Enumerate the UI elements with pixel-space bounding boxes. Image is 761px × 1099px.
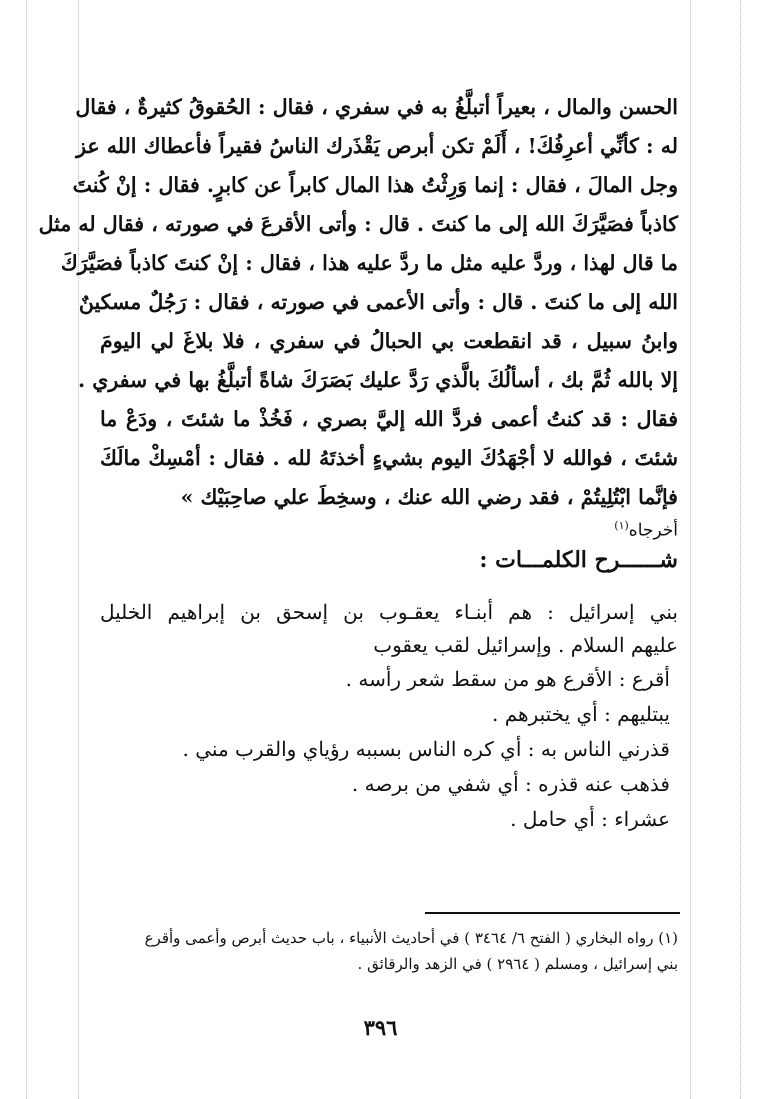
glossary-list — [100, 662, 678, 837]
glossary-heading: شــــــرح الكلمـــات : — [479, 546, 678, 573]
glossary-item: فذهب عنه قذره : أي شفي من برصه . — [351, 771, 670, 796]
glossary-item: عشراء : أي حامل . — [510, 806, 670, 831]
footnote-line: (١) رواه البخاري ( الفتح ٦/ ٣٤٦٤ ) في أحاديث الأنبياء ، باب حديث أبرص وأعمى وأقرع — [144, 929, 678, 947]
dotted-guide-left — [26, 0, 27, 1099]
page-number: ٣٩٦ — [363, 1015, 398, 1040]
glossary-intro — [100, 596, 678, 662]
glossary-item: يبتليهم : أي يختبرهم . — [492, 701, 670, 726]
glossary-item: قذرني الناس به : أي كره الناس بسببه رؤياي والقرب مني . — [182, 736, 670, 761]
footnote-marker: (١) — [614, 519, 629, 532]
footnote-divider — [425, 912, 680, 914]
page-body — [38, 88, 678, 837]
hadith-line: له : كأنِّي أعرِفُكَ! ، أَلَمْ تكن أبرص يَقْذَرك الناسُ فقيراً فأعطاك الله عز — [76, 134, 678, 158]
footnote-line: بني إسرائيل ، ومسلم ( ٢٩٦٤ ) في الزهد والرقائق . — [357, 955, 678, 973]
hadith-line: وجل المالَ ، فقال : إنما وَرِثْتُ هذا المال كابراً عن كابرٍ. فقال : إنْ كُنتَ — [72, 173, 678, 197]
hadith-line: ما قال لهذا ، وردَّ عليه مثل ما ردَّ عليه هذا ، فقال : إنْ كنتَ كاذباً فصَيَّرَكَ — [60, 251, 678, 275]
dotted-guide-right — [740, 0, 741, 1099]
dotted-guide-right-inner — [690, 0, 691, 1099]
hadith-line: شئتَ ، فوالله لا أجْهَدُكَ اليوم بشيءٍ أخذتَهُ لله . فقال : أمْسِكْ مالَكَ — [100, 446, 678, 470]
hadith-line: الحسن والمال ، بعيراً أتبلَّغُ به في سفري ، فقال : الحُقوقُ كثيرةٌ ، فقال — [75, 95, 678, 119]
source-reference — [100, 515, 678, 542]
footnote — [100, 925, 678, 977]
hadith-line: فإنَّما ابْتُلِيتُمْ ، فقد رضي الله عنك ، وسخِطَ علي صاحِبَيْك » — [180, 485, 678, 509]
glossary-item: أقرع : الأقرع هو من سقط شعر رأسه . — [345, 666, 670, 691]
hadith-line: إلا بالله ثُمَّ بك ، أسألُكَ بالَّذي رَدَّ عليك بَصَرَكَ شاةً أتبلَّغُ بها في سفري . — [78, 368, 678, 392]
glossary-intro-line: بني إسرائيل : هم أبنـاء يعقـوب بن إسحق بن إبراهيم الخليل — [100, 599, 678, 624]
hadith-line: كاذباً فصَيَّرَكَ الله إلى ما كنتَ . قال : وأتى الأقرعَ في صورته ، فقال له مثل — [38, 212, 678, 236]
source-text: أخرجاه — [628, 520, 678, 541]
hadith-text — [38, 88, 678, 517]
hadith-line: وابنُ سبيل ، قد انقطعت بي الحبالُ في سفري ، فلا بلاغَ لي اليومَ — [100, 329, 678, 353]
glossary-intro-line: عليهم السلام . وإسرائيل لقب يعقوب — [373, 632, 678, 657]
hadith-line: فقال : قد كنتُ أعمى فردَّ الله إليَّ بصري ، فَخُذْ ما شئتَ ، ودَعْ ما — [100, 407, 678, 431]
hadith-line: الله إلى ما كنتَ . قال : وأتى الأعمى في صورته ، فقال : رَجُلٌ مسكينٌ — [78, 290, 678, 314]
